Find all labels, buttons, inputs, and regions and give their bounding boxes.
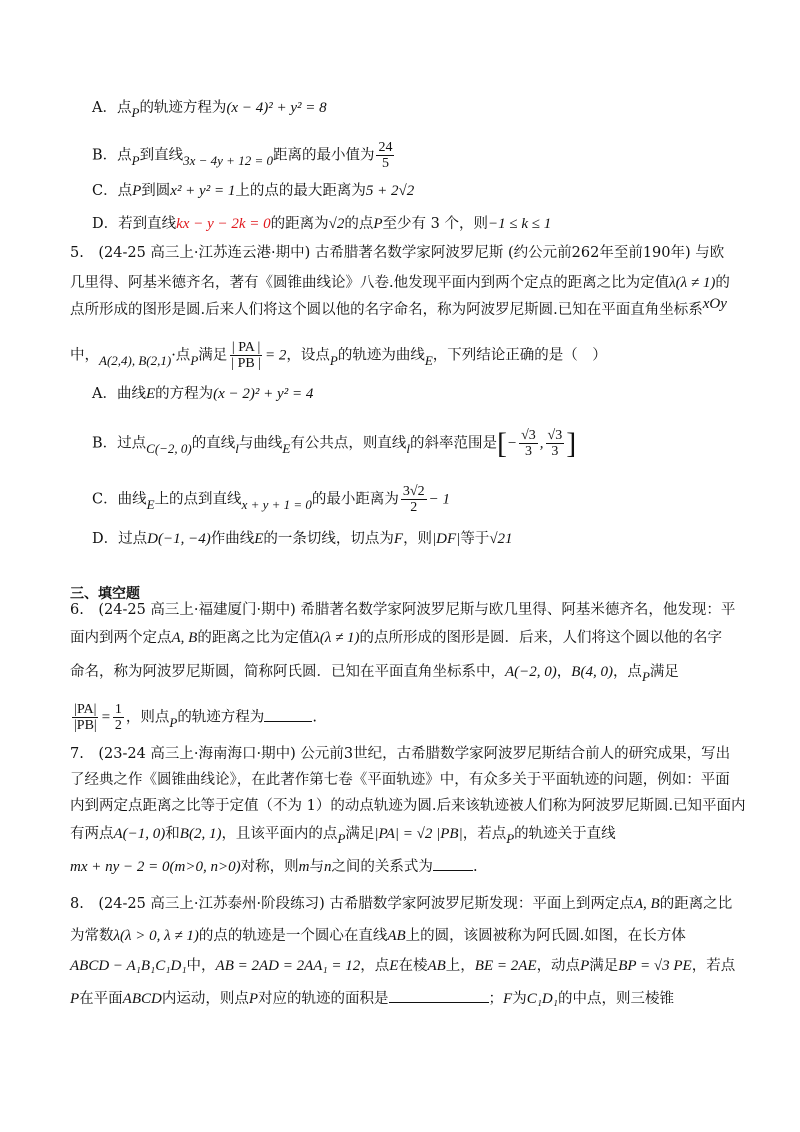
q7-line1: 7. (23-24 高三上·海南海口·期中) 公元前3世纪，古希腊数学家阿波罗尼斯结合前人的研究成果，写出 bbox=[70, 746, 731, 762]
math-points: A, B bbox=[633, 896, 660, 912]
math-coord-system: xOy bbox=[702, 296, 727, 312]
option-text: 的点 bbox=[344, 216, 374, 232]
q6-line3 bbox=[70, 662, 679, 682]
q5-text: ·点 bbox=[171, 347, 191, 364]
option-text: 的距离为 bbox=[270, 216, 329, 232]
option-a bbox=[92, 98, 327, 118]
option-text: 的一条切线，切点为 bbox=[263, 531, 394, 547]
q5-text: ，设点 bbox=[286, 347, 330, 364]
math-point-p: P bbox=[329, 352, 338, 368]
fraction-denominator: 2 bbox=[114, 718, 122, 733]
option-label: C．点 bbox=[92, 183, 133, 199]
q5-text: 的 bbox=[715, 275, 730, 291]
math-value: − 1 bbox=[428, 491, 450, 508]
option-b bbox=[92, 140, 396, 171]
math-point-p: P bbox=[337, 831, 346, 846]
math-condition: BE = 2AE bbox=[474, 958, 537, 974]
math-lambda: λ(λ ≠ 1) bbox=[669, 275, 716, 291]
option-text: 等于 bbox=[460, 531, 490, 547]
q8-text: 的距离之比 bbox=[659, 896, 733, 912]
answer-blank[interactable] bbox=[433, 856, 473, 871]
left-bracket: [ bbox=[496, 426, 507, 460]
fraction bbox=[229, 340, 263, 371]
q8-text: 上的圆，该圆被称为阿氏圆.如图，在长方体 bbox=[405, 928, 686, 944]
option-label: A．曲线 bbox=[92, 386, 146, 402]
math-line: AB bbox=[427, 958, 446, 974]
math-sign: = bbox=[100, 709, 111, 726]
q8-line4 bbox=[70, 988, 674, 1009]
math-condition: BP = √3 PE bbox=[618, 958, 692, 974]
q7-line3: 内到两定点距离之比等于定值（不为 1）的动点轨迹为圆.后来该轨迹被人们称为阿波罗尼斯圆.已知平面内 bbox=[70, 798, 746, 814]
option-text: ，则 bbox=[403, 531, 433, 547]
q6-text: ，则点 bbox=[125, 709, 170, 726]
fraction-numerator: 24 bbox=[378, 140, 393, 155]
q5-option-c bbox=[92, 484, 450, 515]
math-point-p: P bbox=[132, 183, 142, 199]
q7-text: 的轨迹关于直线 bbox=[514, 826, 616, 842]
fraction-numerator: |PA| bbox=[74, 702, 97, 717]
q6-text: . bbox=[312, 709, 317, 726]
q8-text: 为 bbox=[512, 991, 527, 1007]
answer-blank[interactable] bbox=[389, 988, 489, 1003]
q7-line5 bbox=[70, 856, 478, 877]
q8-line2 bbox=[70, 926, 686, 946]
q5-option-a bbox=[92, 384, 313, 404]
q8-text: 8. (24-25 高三上·江苏泰州·阶段练习) 古希腊数学家阿波罗尼斯发现：平面上到两定点 bbox=[70, 896, 634, 912]
math-lambda: λ(λ ≠ 1) bbox=[313, 630, 360, 646]
option-label: D．过点 bbox=[92, 531, 148, 547]
option-text: 的轨迹方程为 bbox=[139, 100, 227, 116]
math-circle: x² + y² = 1 bbox=[170, 183, 236, 199]
math-distance: |DF| bbox=[432, 531, 461, 547]
math-point-p: P bbox=[70, 991, 80, 1007]
option-d bbox=[92, 214, 551, 234]
q5-text: 的轨迹为曲线 bbox=[337, 347, 425, 364]
q6-line4 bbox=[70, 702, 317, 733]
q6-text: 的轨迹方程为 bbox=[177, 709, 265, 726]
q5-text: 点所形成的图形是圆.后来人们将这个圆以他的名字命名，称为阿波罗尼斯圆.已知在平面直角坐标系 bbox=[70, 302, 703, 318]
math-point-p: P bbox=[580, 958, 590, 974]
math-point: A(−1, 0) bbox=[113, 826, 166, 842]
fraction bbox=[546, 428, 565, 459]
q8-text: 中， bbox=[186, 958, 216, 974]
math-sign: , bbox=[539, 435, 544, 452]
option-text: 有公共点，则直线 bbox=[290, 435, 407, 452]
option-text: 上的点的最大距离为 bbox=[235, 183, 366, 199]
math-point: C(−2, 0) bbox=[146, 440, 192, 456]
option-text: 到直线 bbox=[139, 147, 184, 164]
math-line: mx + ny − 2 = 0(m>0, n>0) bbox=[70, 859, 241, 875]
option-text: 至少有 3 个，则 bbox=[382, 216, 488, 232]
math-point: B(2, 1) bbox=[179, 826, 222, 842]
q8-text: 内运动，则点 bbox=[161, 991, 249, 1007]
fraction bbox=[72, 702, 99, 733]
q8-text: 的中点，则三棱锥 bbox=[557, 991, 674, 1007]
q6-line1: 6. (24-25 高三上·福建厦门·期中) 希腊著名数学家阿波罗尼斯与欧几里得、阿基米德齐名，他发现：平 bbox=[70, 602, 736, 618]
q6-text: ， bbox=[556, 664, 572, 680]
fraction bbox=[113, 702, 124, 733]
option-label: C．曲线 bbox=[92, 491, 147, 508]
math-var: m bbox=[298, 859, 310, 875]
q7-text: 满足 bbox=[345, 826, 375, 842]
math-point: D(−1, −4) bbox=[147, 531, 211, 547]
math-var: n bbox=[323, 859, 332, 875]
q8-text: 在平面 bbox=[79, 991, 123, 1007]
math-point-p: P bbox=[641, 669, 650, 684]
math-point-p: P bbox=[190, 352, 199, 368]
q8-text: ； bbox=[488, 991, 504, 1007]
math-line: x + y + 1 = 0 bbox=[241, 496, 312, 512]
q6-line2 bbox=[70, 628, 722, 648]
q8-text: 满足 bbox=[589, 958, 619, 974]
option-label: A．点 bbox=[92, 100, 132, 116]
math-point: E bbox=[389, 958, 399, 974]
math-points: A, B bbox=[171, 630, 198, 646]
math-point-p: P bbox=[248, 991, 259, 1007]
q6-text: 命名，称为阿波罗尼斯圆，简称阿氏圆．已知在平面直角坐标系中， bbox=[70, 664, 505, 680]
q7-line4 bbox=[70, 824, 616, 844]
math-points: A(2,4), B(2,1) bbox=[99, 352, 172, 368]
math-point-p: P bbox=[506, 831, 515, 846]
math-solid: ABCD − A₁B₁C₁D₁ bbox=[70, 958, 187, 974]
option-text: 的方程为 bbox=[155, 386, 214, 402]
math-point: A(−2, 0) bbox=[505, 664, 557, 680]
math-point: F bbox=[393, 531, 404, 547]
option-text: 的最小距离为 bbox=[311, 491, 399, 508]
q5-line1: 5. (24-25 高三上·江苏连云港·期中) 古希腊著名数学家阿波罗尼斯 (约公元前262年至前190年) 与欧 bbox=[70, 245, 725, 261]
fraction-denominator: | PB | bbox=[231, 356, 261, 371]
math-point-p: P bbox=[131, 105, 140, 120]
fraction-denominator: |PB| bbox=[74, 718, 97, 733]
fraction-denominator: 3 bbox=[551, 444, 559, 459]
q5-text: 几里得、阿基米德齐名，著有《圆锥曲线论》八卷.他发现平面内到两个定点的距离之比为定值 bbox=[70, 275, 670, 291]
math-point: B(4, 0) bbox=[571, 664, 613, 680]
fraction bbox=[401, 484, 427, 515]
right-bracket: ] bbox=[566, 426, 577, 460]
q5-line4 bbox=[70, 340, 607, 371]
fraction-numerator: 1 bbox=[114, 702, 122, 717]
option-text: 与曲线 bbox=[238, 435, 283, 452]
math-curve: E bbox=[145, 386, 156, 402]
math-line-l: l bbox=[406, 440, 410, 456]
option-text: 的斜率范围是 bbox=[409, 435, 497, 452]
q8-line3 bbox=[70, 956, 735, 976]
math-line-highlighted: kx − y − 2k = 0 bbox=[176, 216, 271, 232]
q8-text: 为常数 bbox=[70, 928, 114, 944]
q8-text: 的点的轨迹是一个圆心在直线 bbox=[198, 928, 388, 944]
option-label: B．点 bbox=[92, 147, 132, 164]
math-sign: − bbox=[506, 435, 518, 452]
option-label: D．若到直线 bbox=[92, 216, 177, 232]
q5-option-b bbox=[92, 428, 576, 459]
math-value: 5 + 2√2 bbox=[365, 183, 415, 199]
q6-text: 的距离之比为定值 bbox=[197, 630, 314, 646]
fraction-denominator: 3 bbox=[524, 444, 532, 459]
q7-text: ，若点 bbox=[462, 826, 507, 842]
option-c bbox=[92, 181, 414, 201]
math-curve: E bbox=[282, 440, 291, 456]
q6-text: 满足 bbox=[649, 664, 679, 680]
q8-text: ，若点 bbox=[691, 958, 736, 974]
q5-text: 满足 bbox=[198, 347, 228, 364]
q5-option-d bbox=[92, 529, 513, 549]
fraction-denominator: 2 bbox=[410, 500, 418, 515]
q7-text: ，且该平面内的点 bbox=[221, 826, 338, 842]
option-text: 上的点到直线 bbox=[154, 491, 242, 508]
math-condition: |PA| = √2 |PB| bbox=[374, 826, 463, 842]
math-range: −1 ≤ k ≤ 1 bbox=[488, 216, 552, 232]
math-curve: E bbox=[254, 531, 264, 547]
q8-text: ，点 bbox=[360, 958, 390, 974]
math-plane: ABCD bbox=[122, 991, 162, 1007]
math-equation: (x − 4)² + y² = 8 bbox=[226, 100, 327, 116]
option-text: 到圆 bbox=[141, 183, 171, 199]
fraction-numerator: √3 bbox=[547, 428, 563, 443]
q8-text: 上， bbox=[445, 958, 475, 974]
math-point-p: P bbox=[169, 714, 178, 730]
math-line-l: l bbox=[235, 440, 239, 456]
q6-text: ，点 bbox=[612, 664, 642, 680]
math-curve: E bbox=[424, 352, 433, 368]
option-text: 作曲线 bbox=[210, 531, 255, 547]
q8-line1 bbox=[70, 894, 732, 914]
math-lengths: AB = 2AD = 2AA₁ = 12 bbox=[215, 958, 361, 974]
section-heading: 三、填空题 bbox=[70, 586, 140, 602]
fraction-numerator: 3√2 bbox=[402, 484, 425, 499]
q8-text: 对应的轨迹的面积是 bbox=[258, 991, 389, 1007]
q8-text: ，动点 bbox=[536, 958, 581, 974]
q7-text: 之间的关系式为 bbox=[331, 859, 433, 875]
q8-text: 在棱 bbox=[398, 958, 428, 974]
q7-text: 和 bbox=[165, 826, 180, 842]
fraction bbox=[376, 140, 394, 171]
fraction-denominator: 5 bbox=[381, 156, 389, 171]
math-value: √2 bbox=[328, 216, 345, 232]
option-label: B．过点 bbox=[92, 435, 147, 452]
q5-line3 bbox=[70, 296, 727, 320]
math-value: = 2 bbox=[265, 347, 287, 364]
q6-text: 面内到两个定点 bbox=[70, 630, 172, 646]
q7-text: 与 bbox=[309, 859, 324, 875]
math-value: √21 bbox=[489, 531, 513, 547]
option-text: 的直线 bbox=[191, 435, 236, 452]
q5-line2 bbox=[70, 273, 730, 293]
fraction-numerator: | PA | bbox=[231, 340, 261, 355]
q5-text: 中， bbox=[70, 347, 99, 364]
math-line: 3x − 4y + 12 = 0 bbox=[183, 152, 273, 168]
math-lambda: λ(λ > 0, λ ≠ 1) bbox=[113, 928, 199, 944]
q7-line2: 了经典之作《圆锥曲线论》，在此著作第七卷《平面轨迹》中，有众多关于平面轨迹的问题，例如：平面 bbox=[70, 772, 730, 788]
option-text: 距离的最小值为 bbox=[272, 147, 375, 164]
math-equation: (x − 2)² + y² = 4 bbox=[213, 386, 314, 402]
q7-text: 对称，则 bbox=[240, 859, 299, 875]
math-line: AB bbox=[387, 928, 406, 944]
q5-text: ，下列结论正确的是（ ） bbox=[432, 347, 607, 364]
q6-text: 的点所形成的图形是圆．后来，人们将这个圆以他的名字 bbox=[359, 630, 723, 646]
q7-text: . bbox=[472, 859, 478, 875]
math-point-p: P bbox=[131, 152, 140, 168]
math-point: F bbox=[503, 991, 513, 1007]
math-segment: C₁D₁ bbox=[526, 991, 558, 1007]
fraction bbox=[519, 428, 538, 459]
answer-blank[interactable] bbox=[264, 707, 312, 722]
q7-text: 有两点 bbox=[70, 826, 114, 842]
fraction-numerator: √3 bbox=[521, 428, 536, 443]
math-curve: E bbox=[146, 496, 155, 512]
math-point-p: P bbox=[373, 216, 383, 232]
